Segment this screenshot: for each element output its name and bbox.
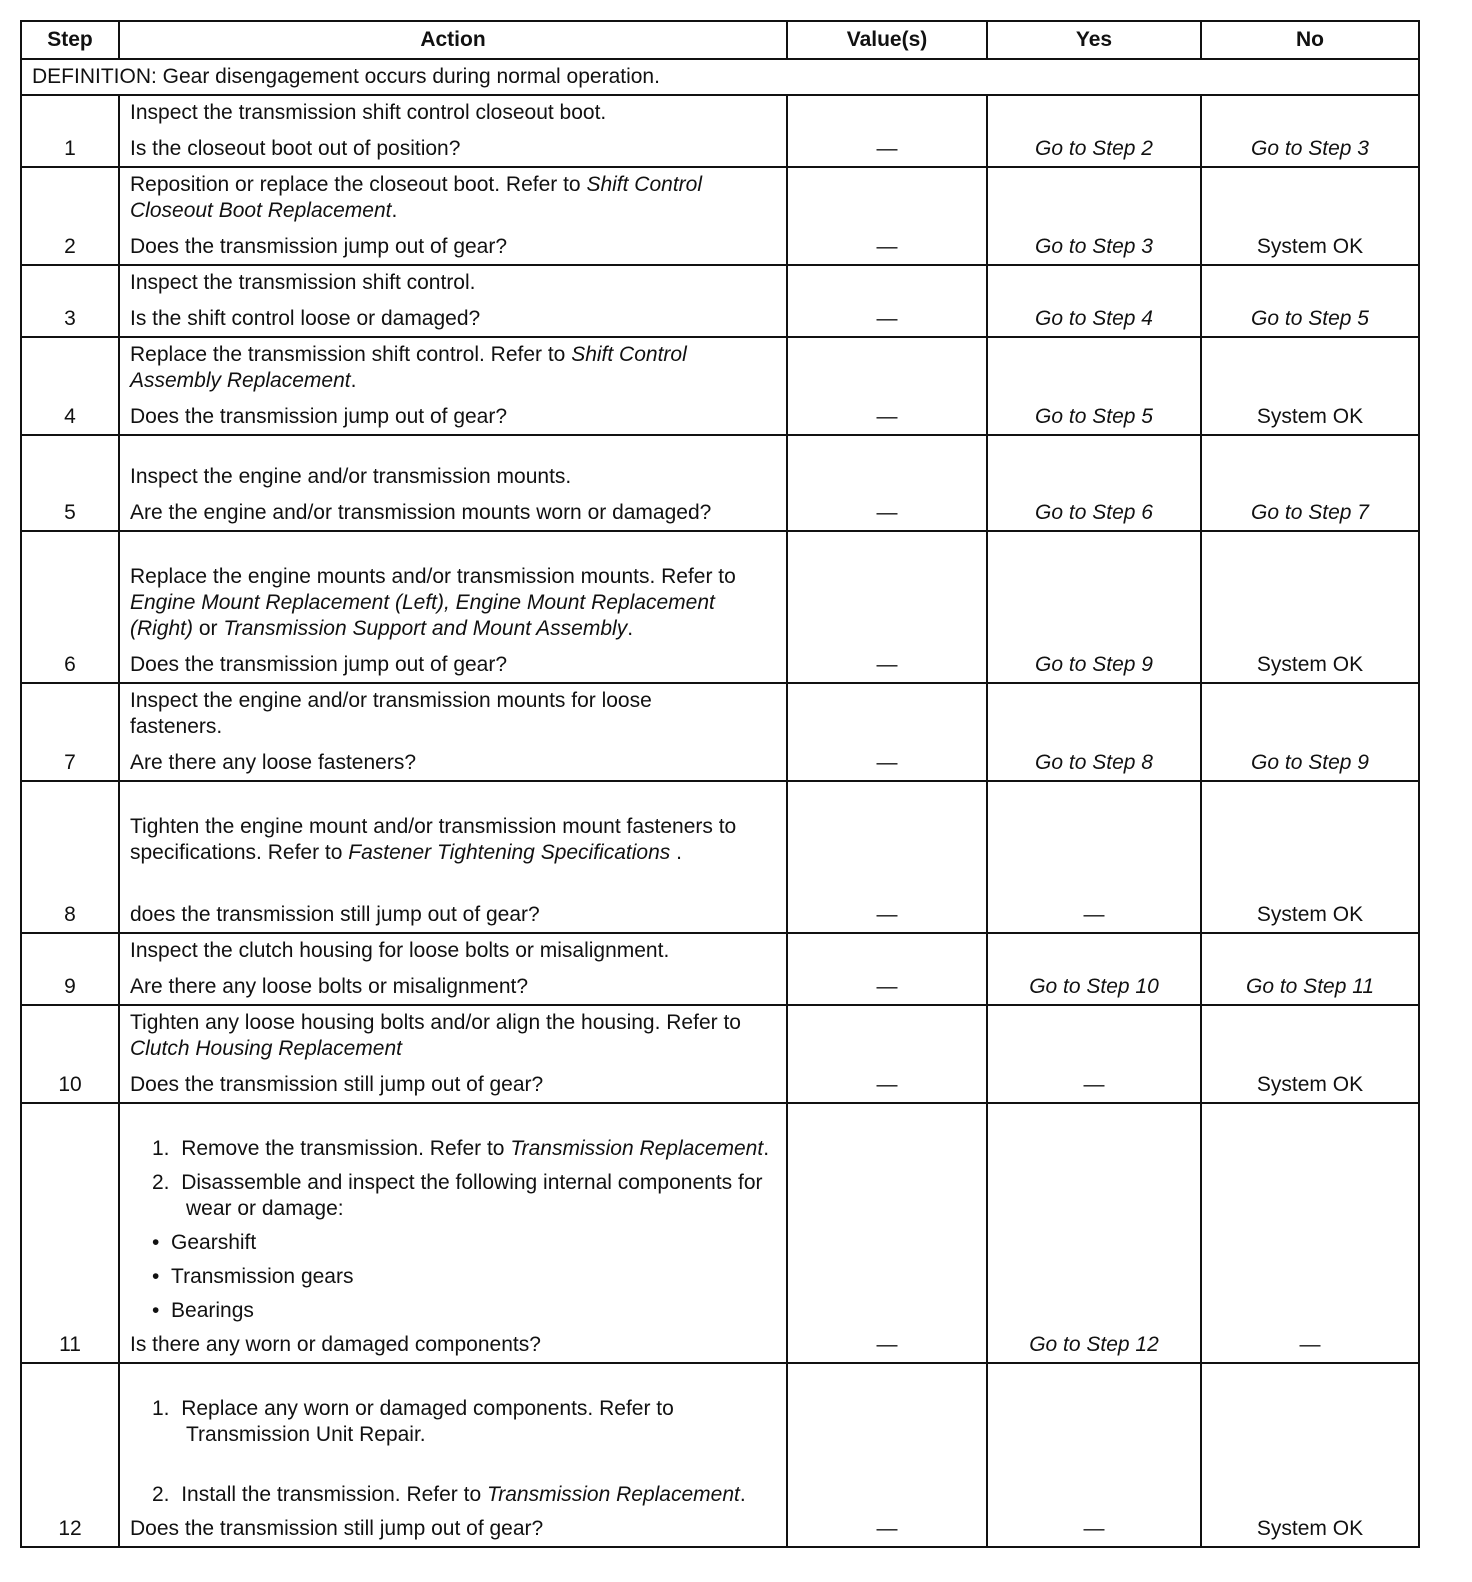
no-cell: Go to Step 11 [1201, 933, 1419, 1005]
action-instruction: Tighten the engine mount and/or transmission mount fasteners to specifications. Refer to Fastener Tightening Specifications . [130, 815, 737, 864]
step-number: 11 [21, 1103, 119, 1363]
action-question: Is the shift control loose or damaged? [130, 307, 481, 330]
table-row [21, 531, 1419, 683]
yes-cell: — [987, 781, 1201, 933]
header-row [21, 21, 1419, 59]
action-instruction: Replace the transmission shift control. Refer to Shift Control Assembly Replacement. [130, 343, 687, 392]
header-yes: Yes [987, 21, 1201, 59]
yes-cell: Go to Step 9 [987, 531, 1201, 683]
reference-link-text: Transmission Replacement [510, 1137, 764, 1160]
table-row [21, 337, 1419, 435]
action-question: Are there any loose fasteners? [130, 751, 417, 774]
action-instruction: Reposition or replace the closeout boot. Refer to Shift Control Closeout Boot Replacement. [130, 173, 702, 222]
value-cell: — [787, 531, 987, 683]
reference-link-text: Shift Control Closeout Boot Replacement [130, 173, 702, 222]
header-action: Action [119, 21, 787, 59]
action-cell [119, 683, 787, 781]
action-cell [119, 167, 787, 265]
value-cell: — [787, 337, 987, 435]
no-cell: Go to Step 7 [1201, 435, 1419, 531]
table-row [21, 167, 1419, 265]
yes-cell: — [987, 1363, 1201, 1547]
action-cell [119, 781, 787, 933]
value-cell: — [787, 683, 987, 781]
no-cell: System OK [1201, 1363, 1419, 1547]
table-row [21, 933, 1419, 1005]
table-row [21, 95, 1419, 167]
value-cell: — [787, 781, 987, 933]
action-instruction: Tighten any loose housing bolts and/or align the housing. Refer to Clutch Housing Replacement [130, 1011, 741, 1060]
action-cell [119, 933, 787, 1005]
step-number: 3 [21, 265, 119, 337]
no-cell: — [1201, 1103, 1419, 1363]
action-question: Is there any worn or damaged components? [130, 1333, 541, 1356]
action-cell [119, 337, 787, 435]
action-question: Does the transmission still jump out of gear? [130, 1073, 544, 1096]
no-cell: Go to Step 5 [1201, 265, 1419, 337]
action-cell [119, 265, 787, 337]
reference-link-text: Clutch Housing Replacement [130, 1037, 402, 1060]
action-cell [119, 1363, 787, 1547]
no-cell: System OK [1201, 1005, 1419, 1103]
table-row [21, 265, 1419, 337]
step-number: 7 [21, 683, 119, 781]
yes-cell: — [987, 1005, 1201, 1103]
value-cell: — [787, 435, 987, 531]
no-cell: System OK [1201, 337, 1419, 435]
action-list-item: 1. Replace any worn or damaged components. Refer to Transmission Unit Repair. [152, 1397, 674, 1446]
no-cell: System OK [1201, 781, 1419, 933]
yes-cell: Go to Step 12 [987, 1103, 1201, 1363]
action-cell [119, 1005, 787, 1103]
action-bullet: • Transmission gears [152, 1265, 354, 1288]
action-cell [119, 1103, 787, 1363]
action-question: Does the transmission jump out of gear? [130, 653, 508, 676]
action-instruction: Inspect the transmission shift control closeout boot. [130, 101, 607, 124]
action-instruction: Inspect the engine and/or transmission mounts for loose fasteners. [130, 689, 652, 738]
step-number: 1 [21, 95, 119, 167]
action-instruction: Replace the engine mounts and/or transmission mounts. Refer to Engine Mount Replacement (Left), Engine Mount Replacement (Right) or Transmission Support and Mount Assembly. [130, 565, 736, 640]
action-instruction: Inspect the clutch housing for loose bolts or misalignment. [130, 939, 670, 962]
value-cell: — [787, 933, 987, 1005]
action-instruction: Inspect the transmission shift control. [130, 271, 476, 294]
table-row [21, 1363, 1419, 1547]
header-step: Step [21, 21, 119, 59]
action-question: Does the transmission still jump out of gear? [130, 1517, 544, 1540]
step-number: 8 [21, 781, 119, 933]
no-cell: System OK [1201, 167, 1419, 265]
header-values: Value(s) [787, 21, 987, 59]
action-list-item: 1. Remove the transmission. Refer to Transmission Replacement. [152, 1137, 770, 1160]
action-cell [119, 95, 787, 167]
action-question: Does the transmission jump out of gear? [130, 235, 508, 258]
no-cell: Go to Step 9 [1201, 683, 1419, 781]
action-bullet: • Gearshift [152, 1231, 257, 1254]
value-cell: — [787, 167, 987, 265]
action-list-item: 2. Install the transmission. Refer to Transmission Replacement. [152, 1483, 746, 1506]
action-question: Are there any loose bolts or misalignment? [130, 975, 529, 998]
table-row [21, 435, 1419, 531]
value-cell: — [787, 1103, 987, 1363]
reference-link-text: Fastener Tightening Specifications [348, 841, 671, 864]
step-number: 2 [21, 167, 119, 265]
table-row [21, 1005, 1419, 1103]
table-row [21, 683, 1419, 781]
step-number: 12 [21, 1363, 119, 1547]
diagnostic-table [20, 20, 1420, 1548]
yes-cell: Go to Step 10 [987, 933, 1201, 1005]
action-list-item: 2. Disassemble and inspect the following internal components for wear or damage: [152, 1171, 763, 1220]
step-number: 6 [21, 531, 119, 683]
action-question: Are the engine and/or transmission mounts worn or damaged? [130, 501, 712, 524]
action-question: Does the transmission jump out of gear? [130, 405, 508, 428]
table-row [21, 1103, 1419, 1363]
action-cell [119, 531, 787, 683]
yes-cell: Go to Step 3 [987, 167, 1201, 265]
yes-cell: Go to Step 8 [987, 683, 1201, 781]
value-cell: — [787, 1005, 987, 1103]
definition-text: DEFINITION: Gear disengagement occurs during normal operation. [21, 59, 1419, 95]
table-row [21, 781, 1419, 933]
reference-link-text: Transmission Replacement [486, 1483, 740, 1506]
step-number: 5 [21, 435, 119, 531]
yes-cell: Go to Step 6 [987, 435, 1201, 531]
yes-cell: Go to Step 4 [987, 265, 1201, 337]
reference-link-text: Engine Mount Replacement (Left), Engine Mount Replacement (Right) [130, 591, 715, 640]
yes-cell: Go to Step 2 [987, 95, 1201, 167]
yes-cell: Go to Step 5 [987, 337, 1201, 435]
action-question: does the transmission still jump out of gear? [130, 903, 540, 926]
action-question: Is the closeout boot out of position? [130, 137, 461, 160]
value-cell: — [787, 95, 987, 167]
reference-link-text: Shift Control Assembly Replacement [130, 343, 687, 392]
definition-row [21, 59, 1419, 95]
value-cell: — [787, 1363, 987, 1547]
value-cell: — [787, 265, 987, 337]
step-number: 9 [21, 933, 119, 1005]
no-cell: System OK [1201, 531, 1419, 683]
header-no: No [1201, 21, 1419, 59]
step-number: 4 [21, 337, 119, 435]
action-instruction: Inspect the engine and/or transmission mounts. [130, 465, 572, 488]
action-cell [119, 435, 787, 531]
reference-link-text: Transmission Support and Mount Assembly [223, 617, 628, 640]
action-bullet: • Bearings [152, 1299, 254, 1322]
step-number: 10 [21, 1005, 119, 1103]
no-cell: Go to Step 3 [1201, 95, 1419, 167]
